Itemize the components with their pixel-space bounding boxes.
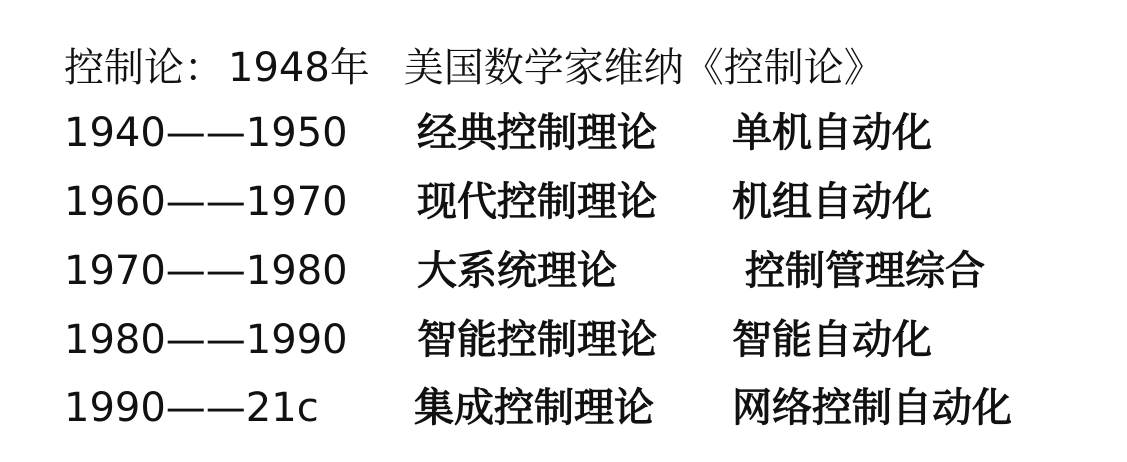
row-theory: 大系统理论 [417,248,617,294]
row-theory: 经典控制理论 [417,110,657,156]
history-row-large-system [64,241,1124,301]
history-row-intelligent [64,310,1124,370]
history-row-integrated [64,378,1124,438]
row-automation: 网络控制自动化 [732,385,1012,431]
row-period: 1980——1990 [64,317,348,363]
row-automation: 智能自动化 [732,317,932,363]
row-period: 1990——21c [64,385,319,431]
row-automation: 机组自动化 [732,179,932,225]
row-period: 1940——1950 [64,110,348,156]
row-period: 1960——1970 [64,179,348,225]
history-row-classical [64,103,1124,163]
row-theory: 智能控制理论 [417,317,657,363]
row-period: 1970——1980 [64,248,348,294]
row-theory: 集成控制理论 [414,385,654,431]
title-label: 控制论： [64,45,224,91]
title-description: 美国数学家维纳《控制论》 [403,45,884,91]
history-row-modern [64,172,1124,232]
title-year: 1948年 [228,45,370,91]
row-automation: 单机自动化 [732,110,932,156]
row-automation: 控制管理综合 [745,248,985,294]
title-line [64,38,884,98]
row-theory: 现代控制理论 [417,179,657,225]
